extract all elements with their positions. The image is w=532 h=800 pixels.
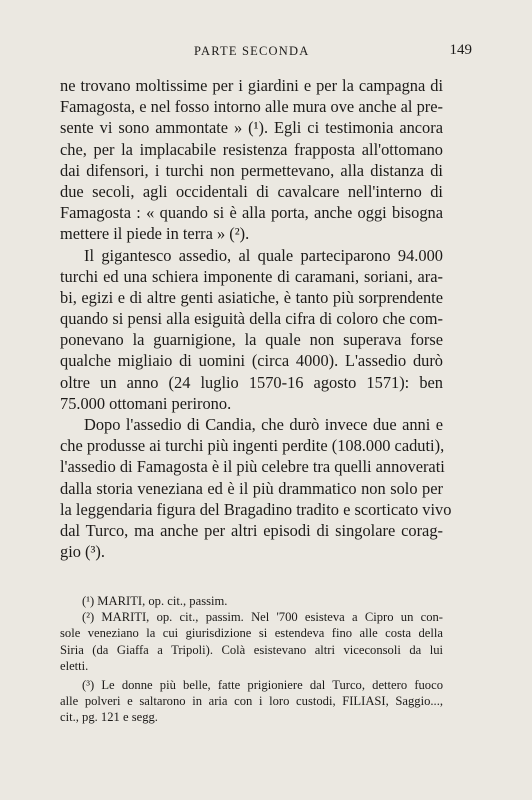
text-line: 75.000 ottomani perirono. bbox=[60, 393, 232, 413]
paragraph-3 bbox=[60, 414, 452, 562]
footnote-line: (²) MARITI, op. cit., passim. Nel '700 esisteva a Cipro un con- bbox=[82, 610, 443, 625]
text-line: sente vi sono ammontate » (¹). Egli ci testimonia ancora bbox=[60, 118, 443, 138]
text-line: due secoli, agli occidentali di cavalcare nell'interno di bbox=[60, 181, 443, 201]
text-line: turchi ed una schiera imponente di caramani, soriani, ara- bbox=[60, 266, 443, 286]
footnote-line: sole veneziano la cui giurisdizione si estendeva fino alle costa della bbox=[60, 626, 443, 641]
text-line: dai difensori, i turchi non permettevano, alla distanza di bbox=[60, 160, 443, 180]
text-line: che, per la implacabile resistenza frapposta all'ottomano bbox=[60, 139, 443, 159]
footnote-2 bbox=[60, 609, 443, 674]
text-line: che produsse ai turchi più ingenti perdite (108.000 caduti), bbox=[60, 436, 445, 456]
text-line: dalla storia veneziana ed è il più drammatico non solo per bbox=[60, 478, 443, 498]
text-line: Dopo l'assedio di Candia, che durò invece due anni e bbox=[84, 415, 443, 434]
running-title: PARTE SECONDA bbox=[194, 44, 310, 58]
footnote-line: (¹) MARITI, op. cit., passim. bbox=[82, 594, 228, 608]
footnote-line: (³) Le donne più belle, fatte prigioniere dal Turco, dettero fuoco bbox=[82, 677, 443, 692]
text-line: mettere il piede in terra » (²). bbox=[60, 224, 250, 244]
main-text bbox=[60, 75, 452, 562]
text-line: quando si pensi alla esiguità della cifra di coloro che com- bbox=[60, 309, 443, 329]
text-line: ne trovano moltissime per i giardini e per la campagna di bbox=[60, 76, 443, 95]
page-header bbox=[60, 44, 472, 62]
text-line: bi, egizi e di altre genti asiatiche, è tanto più sorprendente bbox=[60, 287, 443, 307]
footnotes bbox=[60, 593, 443, 726]
text-line: dal Turco, ma anche per altri episodi di singolare corag- bbox=[60, 520, 443, 540]
footnote-line: cit., pg. 121 e segg. bbox=[60, 710, 158, 725]
text-line: ponevano la guarnigione, la quale non superava forse bbox=[60, 330, 443, 350]
text-line: Il gigantesco assedio, al quale parteciparono 94.000 bbox=[84, 245, 443, 265]
footnote-line: Siria (da Giaffa a Tripoli). Colà esistevano altri viceconsoli da lui bbox=[60, 642, 443, 657]
paragraph-2 bbox=[60, 245, 443, 415]
footnote-3 bbox=[60, 677, 443, 726]
footnote-line: alle polveri e saltarono in aria con i loro custodi, FILIASI, Saggio..., bbox=[60, 694, 443, 709]
text-line: Famagosta : « quando si è alla porta, anche oggi bisogna bbox=[60, 203, 443, 223]
text-line: la leggendaria figura del Bragadino tradito e scorticato vivo bbox=[60, 499, 452, 519]
text-line: l'assedio di Famagosta è il più celebre tra quelli annoverati bbox=[60, 457, 445, 477]
footnote-line: eletti. bbox=[60, 658, 89, 673]
text-line: qualche migliaio di uomini (circa 4000). L'assedio durò bbox=[60, 351, 443, 371]
footnote-1 bbox=[60, 593, 443, 609]
page-number: 149 bbox=[449, 42, 472, 58]
text-line: Famagosta, e nel fosso intorno alle mura ove anche al pre- bbox=[60, 97, 443, 117]
text-line: oltre un anno (24 luglio 1570-16 agosto 1571): ben bbox=[60, 372, 443, 392]
text-line: gio (³). bbox=[60, 542, 105, 562]
paragraph-1 bbox=[60, 75, 443, 245]
